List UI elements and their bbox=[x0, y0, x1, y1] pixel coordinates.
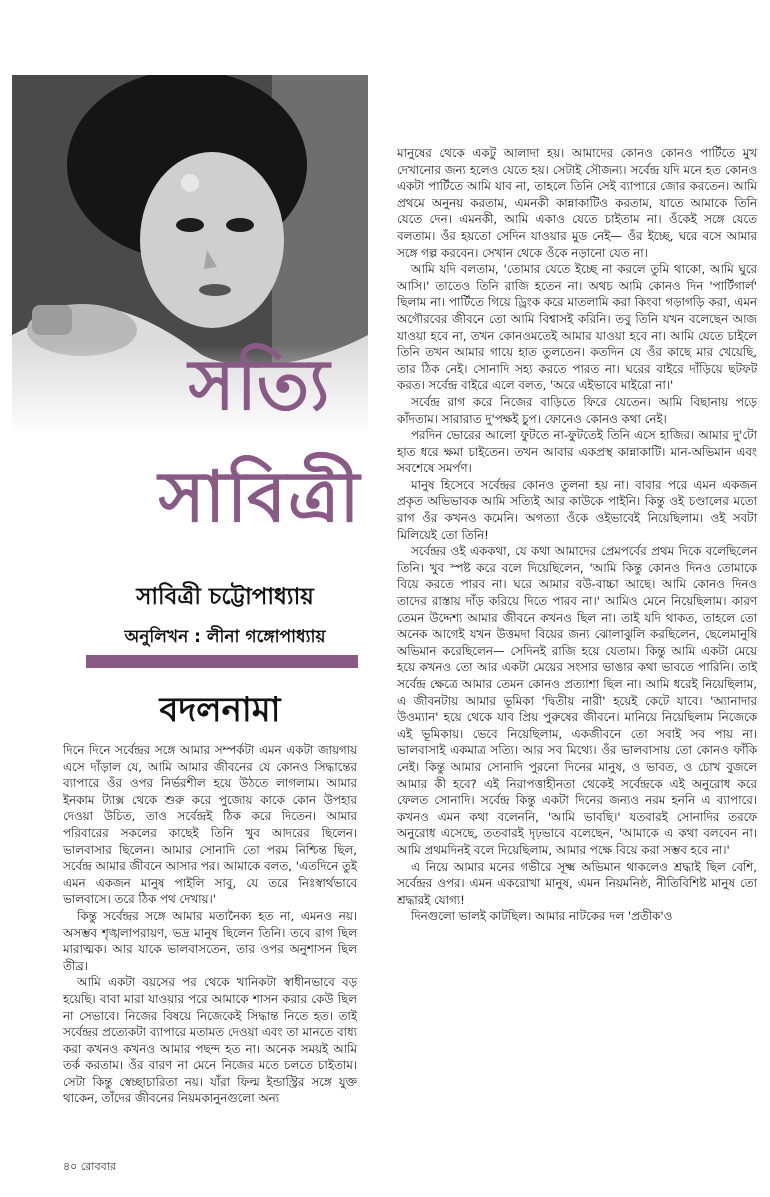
paragraph: সর্বেন্দ্র রাগ করে নিজের বাড়িতে ফিরে যেতেন। আমি বিছানায় পড়ে কাঁদতাম। সারারাত দু'পক্ষই চুপ। ফোনেও কোনও কথা নেই। bbox=[397, 394, 757, 426]
paragraph: এ নিয়ে আমার মনের গভীরে সূক্ষ্ম অভিমান থাকলেও শ্রদ্ধাই ছিল বেশি, সর্বেন্দ্রর ওপর। এমন একরোখা মানুষ, এমন নিয়মনিষ্ঠ, নীতিবিশিষ্ট মানুষ তো শ্রদ্ধারই যোগ্য! bbox=[397, 859, 757, 907]
paragraph: দিনে দিনে সর্বেন্দ্রর সঙ্গে আমার সম্পর্কটা এমন একটা জায়গায় এসে দাঁড়াল যে, আমি আমার জীবনের যে কোনও সিদ্ধান্তের ব্যাপারে ওঁর ওপর নির্ভরশীল হয়ে উঠতে লাগলাম। আমার ইনকাম ট্যাক্স থেকে শুরু করে পুজোয় কাকে কোন উপহার দেওয়া উচিত, তাও সর্বেন্দ্রই ঠিক করে দিতেন। আমার পরিবারের সকলের কাছেই তিনি খুব আদরের ছিলেন। ভালবাসার ছিলেন। আমার সোনাদি তো পরম নিশ্চিন্ত ছিল, সর্বেন্দ্র আমার জীবনে আসার পর। আমাকে বলত, 'এতদিনে তুই এমন একজন মানুষ পাইলি সাবু, যে তরে নিঃস্বার্থভাবে ভালবাসে। তরে ঠিক পথ দেখায়।' bbox=[63, 743, 357, 907]
author-name: সাবিত্রী চট্টোপাধ্যায় bbox=[136, 584, 314, 610]
paragraph: আমি যদি বলতাম, 'তোমার যেতে ইচ্ছে না করলে তুমি থাকো, আমি ঘুরে আসি।' তাতেও তিনি রাজি হতেন না। অথচ আমি কোনও দিন 'পার্টিগার্ল' ছিলাম না। পার্টিতে গিয়ে ড্রিংক করে মাতলামি করা কিংবা গড়াগড়ি করা, এমন অগৌরবের জীবনে তো আমি বিশ্বাসই করিনি। তবু তিনি যখন বলেছেন আজ যাওয়া হবে না, তখন কোনওমতেই আমার যাওয়া হবে না। আমি যেতে চাইলে তিনি তখন আমার গায়ে হাত তুলতেন। কতদিন যে ওঁর কাছে মার খেয়েছি, তার ঠিক নেই। সোনাদি সহ্য করতে পারত না। ঘরের বাইরে দাঁড়িয়ে ছটফট করত। সর্বেন্দ্র বাইরে এলে বলত, 'অরে এইভাবে মাইরো না।' bbox=[397, 262, 757, 393]
title-line-2: সাবিত্রী bbox=[158, 455, 362, 538]
paragraph: মানুষ হিসেবে সর্বেন্দ্রর কোনও তুলনা হয় না। বাবার পরে এমন একজন প্রকৃত অভিভাবক আমি সত্যিই আর কাউকে পাইনি। কিন্তু ওই চণ্ডালের মতো রাগ ওঁর কখনও কমেনি। অগত্যা ওঁকে ওইভাবেই নিয়েছিলাম। ওই সবটা মিলিয়েই তো তিনি! bbox=[397, 477, 757, 542]
paragraph: পরদিন ভোরের আলো ফুটতে না-ফুটতেই তিনি এসে হাজির। আমার দু'টো হাত ধরে ক্ষমা চাইতেন। তখন আবার একপ্রস্থ কান্নাকাটি। মান-অভিমান এবং সবশেষে সমর্পণ। bbox=[397, 428, 757, 476]
paragraph: দিনগুলো ভালই কাটছিল। আমার নাটকের দল 'প্রতীক'ও bbox=[411, 909, 673, 924]
paragraph: আমি একটা বয়সের পর থেকে খানিকটা স্বাধীনভাবে বড় হয়েছি। বাবা মারা যাওয়ার পরে আমাকে শাসন করার কেউ ছিল না সেভাবে। নিজের বিষয়ে নিজেকেই সিদ্ধান্ত নিতে হত। তাই সর্বেন্দ্রর প্রত্যেকটা ব্যাপারে মতামত দেওয়া এবং তা মানতে বাধ্য করা কখনও কখনও আমার পছন্দ হত না। অনেক সময়ই আমি তর্ক করতাম। ওঁর বারণ না মেনে নিজের মতে চলতে চাইতাম। সেটা কিন্তু স্বেচ্ছাচারিতা নয়। যাঁরা ফিল্ম ইন্ডাস্ট্রির সঙ্গে যুক্ত থাকেন, তাঁদের জীবনের নিয়মকানুনগুলো অন্য bbox=[63, 975, 357, 1106]
section-heading: বদলনামা bbox=[159, 690, 281, 730]
paragraph: সর্বেন্দ্রর ওই এককথা, যে কথা আমাদের প্রেমপর্বের প্রথম দিকে বলেছিলেন তিনি। খুব স্পষ্ট করে বলে দিয়েছিলেন, 'আমি কিন্তু কোনও দিনও তোমাকে বিয়ে করতে পারব না। ঘরে আমার বউ-বাচ্চা আছে। আমি কোনও দিনও তাদের রাস্তায় দাঁড় করিয়ে দিতে পারব না।' আমিও মেনে নিয়েছিলাম। কারণ তেমন উদ্দেশ্য আমার জীবনে কখনও ছিল না। তাই যদি থাকত, তাহলে তো অনেক আগেই যখন উত্তমদা বিয়ের জন্য ঝোলাঝুলি করছিলেন, ছেলেমানুষি অভিমান করেছিলেন— সেদিনই রাজি হয়ে যেতাম। কিন্তু আমি একটা মেয়ে হয়ে কখনও তো আর একটা মেয়ের সংসার ভাঙার কথা ভাবতে পারিনি। তাই সর্বেন্দ্র ক্ষেত্রে আমার তেমন কোনও প্রত্যাশা ছিল না। আমি ধরেই নিয়েছিলাম, এ জীবনটায় আমার ভূমিকা 'দ্বিতীয় নারী' হয়েই কেটে যাবে। 'অ্যানাদার উওম্যান' হয়ে থেকে যাব প্রিয় পুরুষের জীবনে। মানিয়ে নিয়েছিলাম নিজেকে এই ভূমিকায়। ভেবে নিয়েছিলাম, একজীবনে তো সবাই সব পায় না। ভালবাসাই একমাত্র সত্যি। আর সব মিথ্যে। ওঁর ভালবাসায় তো কোনও ফাঁকি নেই। কিন্তু আমার সোনাদি পুরনো দিনের মানুষ, ও ভাবত, ও চোখ বুজলে আমার কী হবে? এই নিরাপত্তাহীনতা থেকেই সর্বেন্দ্রকে এই অনুরোধ করে ফেলত সোনাদি। সর্বেন্দ্র কিন্তু একটা দিনের জন্যও নরম হননি এ ব্যাপারে। কখনও এমন কথা বলেননি, 'আমি ভাবছি।' যতবারই সোনাদির তরফে অনুরোধ এসেছে, ততবারই দৃঢ়ভাবে বলেছেন, 'আমাকে এ কথা বলবেন না। আমি প্রথমদিনই বলে দিয়েছিলাম, আমার পক্ষে বিয়ে করা সম্ভব হবে না।' bbox=[397, 544, 757, 857]
left-column bbox=[63, 742, 357, 1107]
paragraph: কিন্তু সর্বেন্দ্রর সঙ্গে আমার মতানৈক্য হত না, এমনও নয়। অসম্ভব শৃঙ্খলাপরায়ণ, ভদ্র মানুষ ছিলেন তিনি। তবে রাগ ছিল মারাত্মক। আর যাকে ভালবাসতেন, তার ওপর অনুশাসন ছিল তীব্র। bbox=[63, 908, 357, 973]
transcriber-credit: অনুলিখন : লীনা গঙ্গোপাধ্যায় bbox=[124, 627, 326, 647]
page-footer: ৪০ রোববার bbox=[63, 1160, 116, 1173]
divider-bar bbox=[86, 655, 358, 668]
title-line-1: সত্যি bbox=[188, 343, 332, 426]
right-column bbox=[397, 145, 757, 925]
paragraph: মানুষের থেকে একটু আলাদা হয়। আমাদের কোনও কোনও পার্টিতে মুখ দেখানোর জন্য হলেও যেতে হয়। সেটাই সৌজন্য। সর্বেন্দ্র যদি মনে হত কোনও একটা পার্টিতে আমি যাব না, তাহলে তিনি সেই ব্যাপারে জোর করতেন। আমি প্রথমে অনুনয় করতাম, এমনকী কান্নাকাটিও করতাম, যাতে আমাকে তিনি যেতে দেন। এমনকী, আমি একাও যেতে চাইতাম না। ওঁকেই সঙ্গে যেতে বলতাম। ওঁর হয়তো সেদিন যাওয়ার মুড নেই— ওঁর ইচ্ছে, ঘরে বসে আমার সঙ্গে গল্প করবেন। সেখান থেকে ওঁকে নড়ানো যেত না। bbox=[397, 146, 757, 260]
